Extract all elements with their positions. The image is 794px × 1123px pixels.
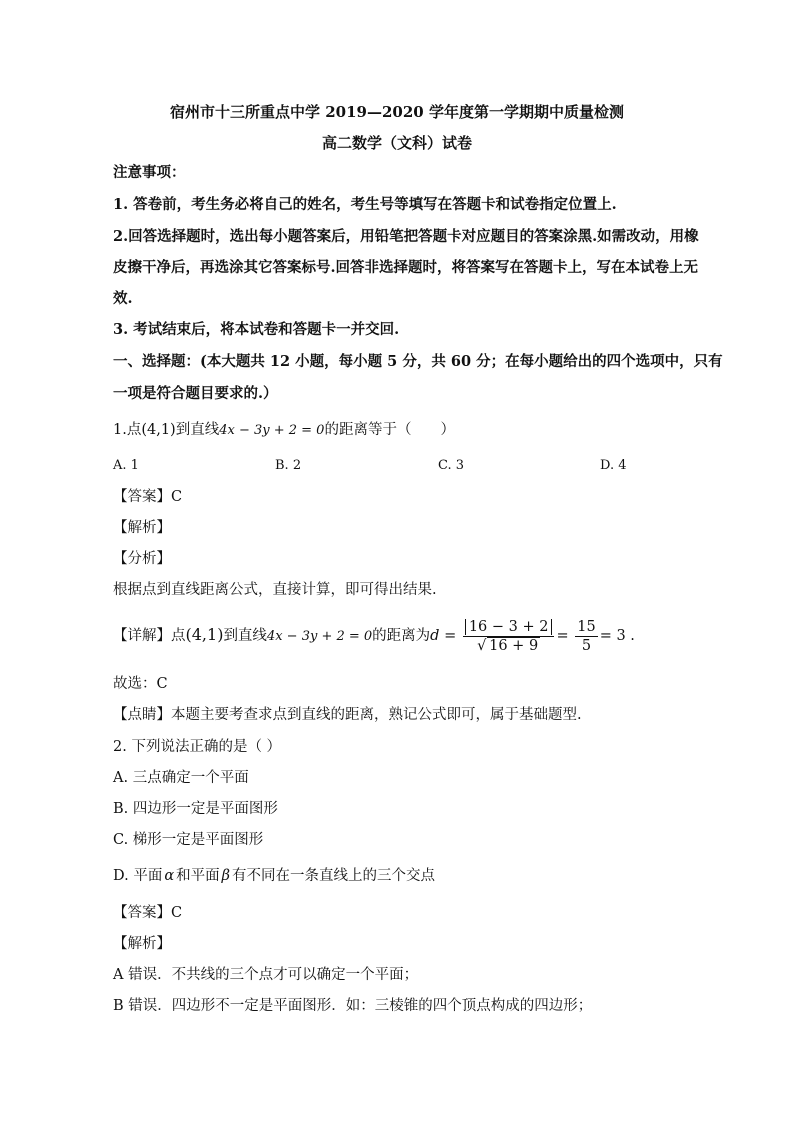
- q1-dianjing: 【点睛】本题主要考查求点到直线的距离，熟记公式即可，属于基础题型.: [113, 707, 582, 723]
- q2-explanation-b: B 错误．四边形不一定是平面图形．如：三棱锥的四个顶点构成的四边形；: [113, 998, 593, 1014]
- beta-symbol: β: [221, 868, 231, 884]
- q1-frac1-numerator: 16 − 3 + 2: [465, 619, 553, 635]
- q1-result: = 3 .: [599, 628, 635, 644]
- q1-detail-label: 【详解】点: [113, 628, 186, 644]
- q1-equals: =: [556, 628, 569, 644]
- q1-frac1-denominator: 16 + 9: [489, 637, 539, 654]
- q1-fraction-1: [463, 618, 555, 655]
- q2-option-d-post: 有不同在一条直线上的三个交点: [232, 868, 436, 884]
- section-1-heading-line-2: 一项是符合题目要求的.）: [113, 385, 278, 402]
- q1-suffix: 的距离等于（ ）: [324, 422, 455, 438]
- q1-distance-symbol: d =: [430, 628, 457, 644]
- q1-detail-equation: 4x − 3y + 2 = 0: [266, 629, 373, 644]
- q1-fenxi-label: 【分析】: [113, 551, 171, 567]
- note-3: 3. 考试结束后，将本试卷和答题卡一并交回.: [113, 321, 400, 338]
- alpha-symbol: α: [164, 868, 175, 884]
- note-1: 1. 答卷前，考生务必将自己的姓名，考生号等填写在答题卡和试卷指定位置上.: [113, 196, 617, 213]
- q1-prefix: 1.点: [113, 422, 142, 438]
- q1-line-equation: 4x − 3y + 2 = 0: [219, 423, 325, 438]
- q1-detail-mid: 到直线: [223, 628, 267, 644]
- exam-subtitle: 高二数学（文科）试卷: [321, 134, 472, 152]
- question-2-stem: 2. 下列说法正确的是（ ）: [113, 739, 282, 755]
- note-2-line-2: 皮擦干净后，再选涂其它答案标号.回答非选择题时，将答案写在答题卡上，写在本试卷上无: [113, 259, 699, 276]
- q1-point: (4,1): [141, 422, 176, 438]
- question-1-stem: [113, 420, 455, 441]
- q1-option-d: D. 4: [600, 458, 627, 473]
- q1-option-c: C. 3: [438, 458, 465, 473]
- q2-option-d: [113, 866, 435, 886]
- q1-option-a: A. 1: [113, 458, 139, 473]
- q1-detail: [113, 617, 635, 655]
- q2-answer: 【答案】C: [113, 905, 183, 921]
- exam-title: 宿州市十三所重点中学 2019—2020 学年度第一学期期中质量检测: [170, 103, 624, 121]
- q1-option-b: B. 2: [275, 458, 302, 473]
- q2-explanation-a: A 错误．不共线的三个点才可以确定一个平面；: [113, 967, 419, 983]
- q2-option-d-mid: 和平面: [176, 868, 220, 884]
- q1-frac2-numerator: 15: [577, 618, 596, 635]
- q1-mid: 到直线: [175, 422, 220, 438]
- q1-jiexi-label: 【解析】: [113, 520, 171, 536]
- q1-detail-point: (4,1): [185, 625, 224, 644]
- q2-jiexi-label: 【解析】: [113, 936, 171, 952]
- notes-heading: 注意事项：: [113, 164, 186, 181]
- q1-choose: 故选：C: [113, 676, 168, 692]
- q1-answer: 【答案】C: [113, 489, 183, 505]
- q2-option-b: B. 四边形一定是平面图形: [113, 801, 278, 817]
- note-2-line-3: 效.: [113, 290, 133, 307]
- section-1-heading-line-1: 一、选择题：(本大题共 12 小题，每小题 5 分，共 60 分；在每小题给出的四个选项中，只有: [113, 353, 723, 370]
- q2-option-c: C. 梯形一定是平面图形: [113, 832, 264, 848]
- q1-fraction-2: [575, 618, 597, 655]
- q2-option-a: A. 三点确定一个平面: [113, 770, 249, 786]
- q1-fenxi-text: 根据点到直线距离公式，直接计算，即可得出结果.: [113, 582, 437, 598]
- q2-option-d-prefix: D. 平面: [113, 868, 163, 884]
- q1-frac2-denominator: 5: [581, 637, 592, 654]
- q1-detail-suffix: 的距离为: [372, 628, 431, 644]
- note-2-line-1: 2.回答选择题时，选出每小题答案后，用铅笔把答题卡对应题目的答案涂黑.如需改动，用橡: [113, 228, 699, 245]
